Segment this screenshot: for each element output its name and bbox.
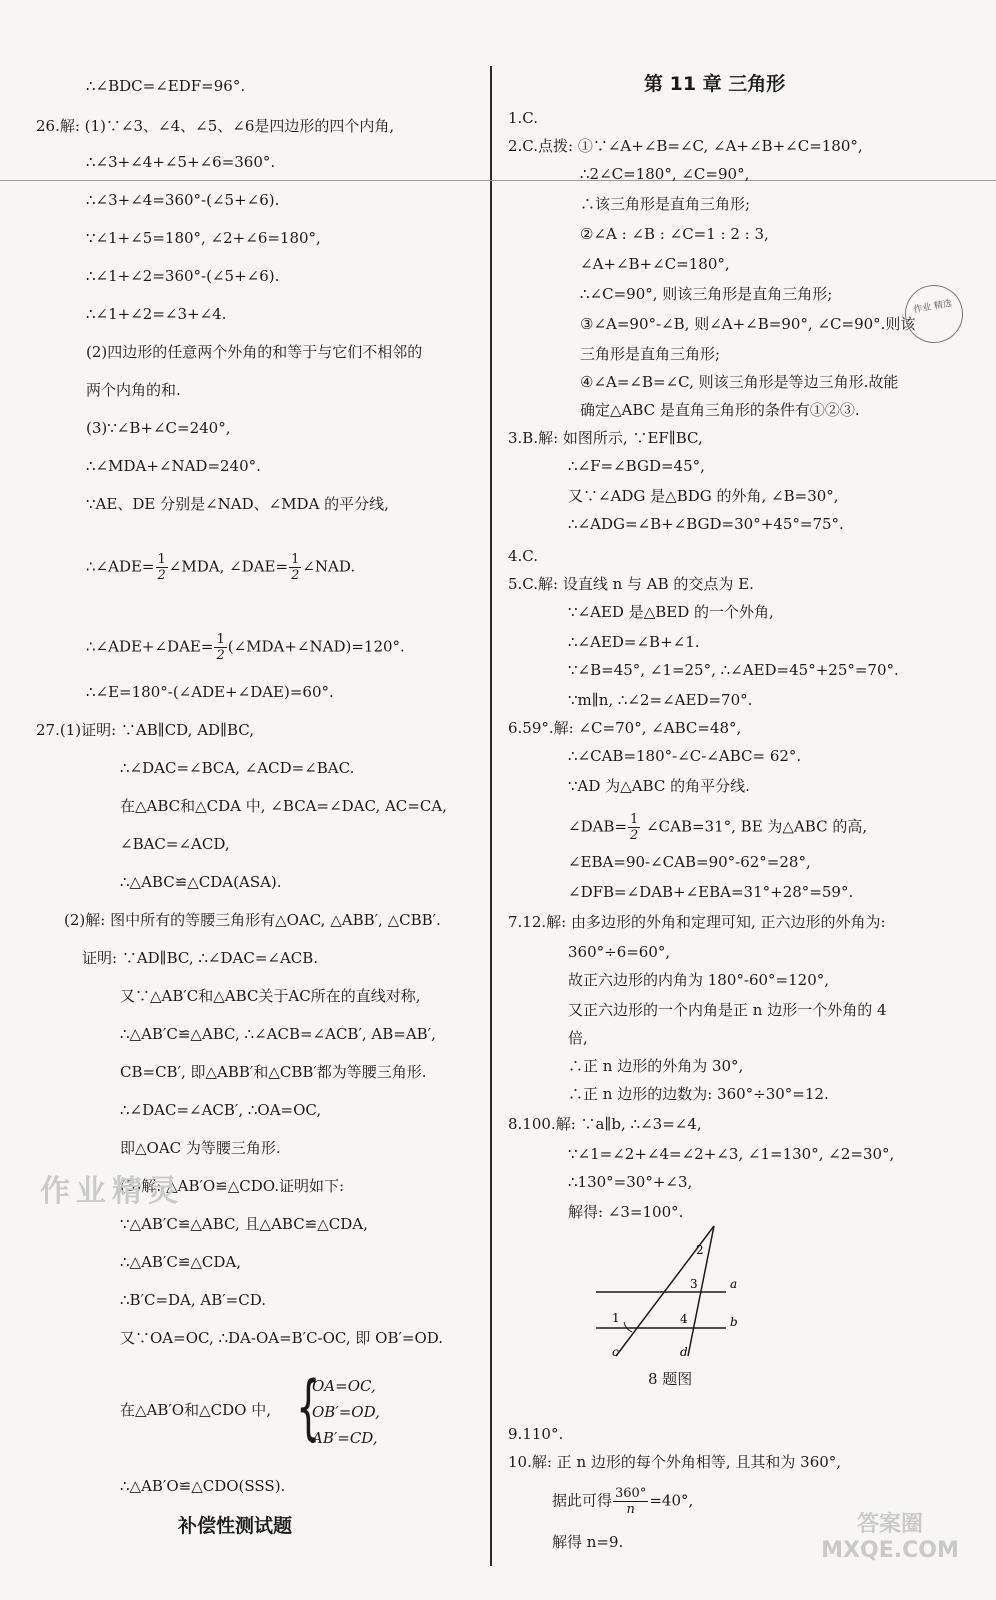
column-divider [490,66,492,1566]
text-line: 8.100.解: ∵a∥b, ∴∠3=∠4, [508,1115,702,1133]
text-line: ∴∠C=90°, 则该三角形是直角三角形; [580,285,833,303]
fraction-numerator: 1 [216,632,225,647]
problem-8-figure [596,1222,766,1362]
formula-line [568,812,867,843]
text-line: 解得: ∠3=100°. [568,1203,684,1221]
text-line: ∴正 n 边形的外角为 30°, [568,1057,744,1075]
text-line: ④∠A=∠B=∠C, 则该三角形是等边三角形.故能 [580,373,899,391]
text-fragment: ∠DAB= [568,817,628,836]
text-line: 6.59°.解: ∠C=70°, ∠ABC=48°, [508,719,742,737]
fraction-denominator: 2 [291,568,300,583]
text-line: ∴该三角形是直角三角形; [580,195,751,213]
text-line: 三角形是直角三角形; [580,345,721,363]
formula-line [86,632,405,663]
text-line: ∴△ABC≌△CDA(ASA). [120,873,282,891]
text-line: ∠DFB=∠DAB+∠EBA=31°+28°=59°. [568,883,854,901]
label-c: c [612,1345,619,1359]
text-line: 7.12.解: 由多边形的外角和定理可知, 正六边形的外角为: [508,913,886,931]
text-line: 4.C. [508,547,539,565]
text-line: ∴∠1+∠2=360°-(∠5+∠6). [86,267,280,285]
fraction [613,1486,648,1517]
label-b: b [730,1315,738,1329]
fraction-denominator: 2 [157,568,166,583]
text-line: 证明: ∵AD∥BC, ∴∠DAC=∠ACB. [82,949,319,967]
fraction-numerator: 1 [157,552,166,567]
system-line: OA=OC, [312,1377,376,1395]
text-line: ②∠A : ∠B : ∠C=1 : 2 : 3, [580,225,769,243]
text-line: (2)解: 图中所有的等腰三角形有△OAC, △ABB′, △CBB′. [64,911,441,929]
text-line: ∴△AB′O≌△CDO(SSS). [120,1477,286,1495]
text-line: 确定△ABC 是直角三角形的条件有①②③. [580,401,860,419]
fraction-denominator: n [626,1502,635,1517]
label-d: d [680,1345,688,1359]
text-line: ∠BAC=∠ACD, [120,835,230,853]
text-line: ∴正 n 边形的边数为: 360°÷30°=12. [568,1085,829,1103]
text-line: ∴∠BDC=∠EDF=96°. [86,77,246,95]
left-brace: { [296,1366,321,1448]
fraction [156,552,168,583]
text-fragment: ∠NAD. [302,557,356,576]
fraction [628,812,640,843]
watermark: 答案圈 MXQE.COM [821,1512,959,1563]
text-line: 5.C.解: 设直线 n 与 AB 的交点为 E. [508,575,754,593]
text-line: ∴B′C=DA, AB′=CD. [120,1291,266,1309]
text-line: 9.110°. [508,1425,564,1443]
text-line: ∴∠E=180°-(∠ADE+∠DAE)=60°. [86,683,334,701]
text-line: (3)∵∠B+∠C=240°, [86,419,231,437]
text-line: ∵△AB′C≌△ABC, 且△ABC≌△CDA, [120,1215,368,1233]
text-line: ∴∠3+∠4+∠5+∠6=360°. [86,153,276,171]
text-line: CB=CB′, 即△ABB′和△CBB′都为等腰三角形. [120,1063,427,1081]
fraction-numerator: 360° [615,1486,647,1501]
text-line: ∴∠3+∠4=360°-(∠5+∠6). [86,191,280,209]
text-line: ③∠A=90°-∠B, 则∠A+∠B=90°, ∠C=90°.则该 [580,315,916,333]
text-line: ∴△AB′C≌△ABC, ∴∠ACB=∠ACB′, AB=AB′, [120,1025,436,1043]
formula-line [552,1486,693,1517]
text-line: 在△ABC和△CDA 中, ∠BCA=∠DAC, AC=CA, [120,797,447,815]
text-line: ∴△AB′C≌△CDA, [120,1253,242,1271]
figure-caption: 8 题图 [648,1370,693,1388]
text-fragment: ∠CAB=31°, BE 为△ABC 的高, [641,817,868,836]
text-line: 又∵△AB′C和△ABC关于AC所在的直线对称, [120,987,421,1005]
scan-rule [0,180,996,181]
text-line: ∠EBA=90-∠CAB=90°-62°=28°, [568,853,811,871]
stamp [900,280,967,347]
text-line: 1.C. [508,109,539,127]
text-line: ∵∠AED 是△BED 的一个外角, [568,603,774,621]
text-line: 27.(1)证明: ∵AB∥CD, AD∥BC, [36,721,255,739]
text-line: 3.B.解: 如图所示, ∵EF∥BC, [508,429,703,447]
fraction-numerator: 1 [291,552,300,567]
text-line: ∴2∠C=180°, ∠C=90°, [580,165,750,183]
system-line: AB′=CD, [312,1429,378,1447]
equation-system [296,1366,426,1452]
fraction [214,632,226,663]
fraction-denominator: 2 [216,648,225,663]
system-line: OB′=OD, [312,1403,380,1421]
text-fragment: (∠MDA+∠NAD)=120°. [227,637,405,656]
text-line: ∴130°=30°+∠3, [568,1173,693,1191]
text-line: 10.解: 正 n 边形的每个外角相等, 且其和为 360°, [508,1453,842,1471]
text-line: 360°÷6=60°, [568,943,671,961]
text-line: ∴∠1+∠2=∠3+∠4. [86,305,227,323]
label-1: 1 [612,1311,620,1325]
fraction [289,552,301,583]
text-line: ∵∠1+∠5=180°, ∠2+∠6=180°, [86,229,321,247]
text-line: ∵AE、DE 分别是∠NAD、∠MDA 的平分线, [86,495,389,513]
fraction-numerator: 1 [630,812,639,827]
text-line: ∵∠1=∠2+∠4=∠2+∠3, ∠1=130°, ∠2=30°, [568,1145,895,1163]
chapter-title: 第 11 章 三角形 [644,73,786,95]
label-2: 2 [696,1243,704,1257]
text-fragment: ∴∠ADE+∠DAE= [86,637,214,656]
text-line: ∴∠F=∠BGD=45°, [568,457,705,475]
text-line: 两个内角的和. [86,381,181,399]
section-title: 补偿性测试题 [178,1515,293,1537]
text-line: 故正六边形的内角为 180°-60°=120°, [568,971,830,989]
text-line: 又∵∠ADG 是△BDG 的外角, ∠B=30°, [568,487,839,505]
label-a: a [730,1277,738,1291]
text-line: ∴∠DAC=∠ACB′, ∴OA=OC, [120,1101,322,1119]
text-fragment: ∴∠ADE= [86,557,155,576]
formula-line [86,552,355,583]
text-line: 26.解: (1)∵∠3、∠4、∠5、∠6是四边形的四个内角, [36,117,395,135]
label-4: 4 [680,1312,688,1326]
text-line: (2)四边形的任意两个外角的和等于与它们不相邻的 [86,343,423,361]
text-fragment: =40°, [649,1491,694,1510]
text-line: ∴∠MDA+∠NAD=240°. [86,457,261,475]
text-line: 在△AB′O和△CDO 中, [120,1401,271,1419]
text-line: ∴∠DAC=∠BCA, ∠ACD=∠BAC. [120,759,355,777]
fraction-denominator: 2 [630,828,639,843]
text-fragment: ∠MDA, ∠DAE= [168,557,289,576]
text-line: ∠A+∠B+∠C=180°, [580,255,730,273]
stamp-text: 作业 精选 [912,298,953,316]
text-line: 2.C.点拨: ①∵∠A+∠B=∠C, ∠A+∠B+∠C=180°, [508,137,863,155]
watermark: 作业精灵 [40,1174,184,1209]
text-line: 解得 n=9. [552,1533,624,1551]
text-line: (3)解: △AB′O≌△CDO.证明如下: [120,1177,345,1195]
text-fragment: 据此可得 [552,1491,613,1510]
text-line: ∵m∥n, ∴∠2=∠AED=70°. [568,691,753,709]
text-line: ∴∠ADG=∠B+∠BGD=30°+45°=75°. [568,515,844,533]
text-line: 倍, [568,1029,588,1047]
text-line: 又∵OA=OC, ∴DA-OA=B′C-OC, 即 OB′=OD. [120,1329,444,1347]
text-line: ∴∠CAB=180°-∠C-∠ABC= 62°. [568,747,802,765]
text-line: 即△OAC 为等腰三角形. [120,1139,281,1157]
text-line: ∵AD 为△ABC 的角平分线. [568,777,750,795]
label-3: 3 [690,1277,698,1291]
text-line: ∵∠B=45°, ∠1=25°, ∴∠AED=45°+25°=70°. [568,661,899,679]
text-line: ∴∠AED=∠B+∠1. [568,633,700,651]
text-line: 又正六边形的一个内角是正 n 边形一个外角的 4 [568,1001,887,1019]
angle-arc [624,1322,632,1332]
